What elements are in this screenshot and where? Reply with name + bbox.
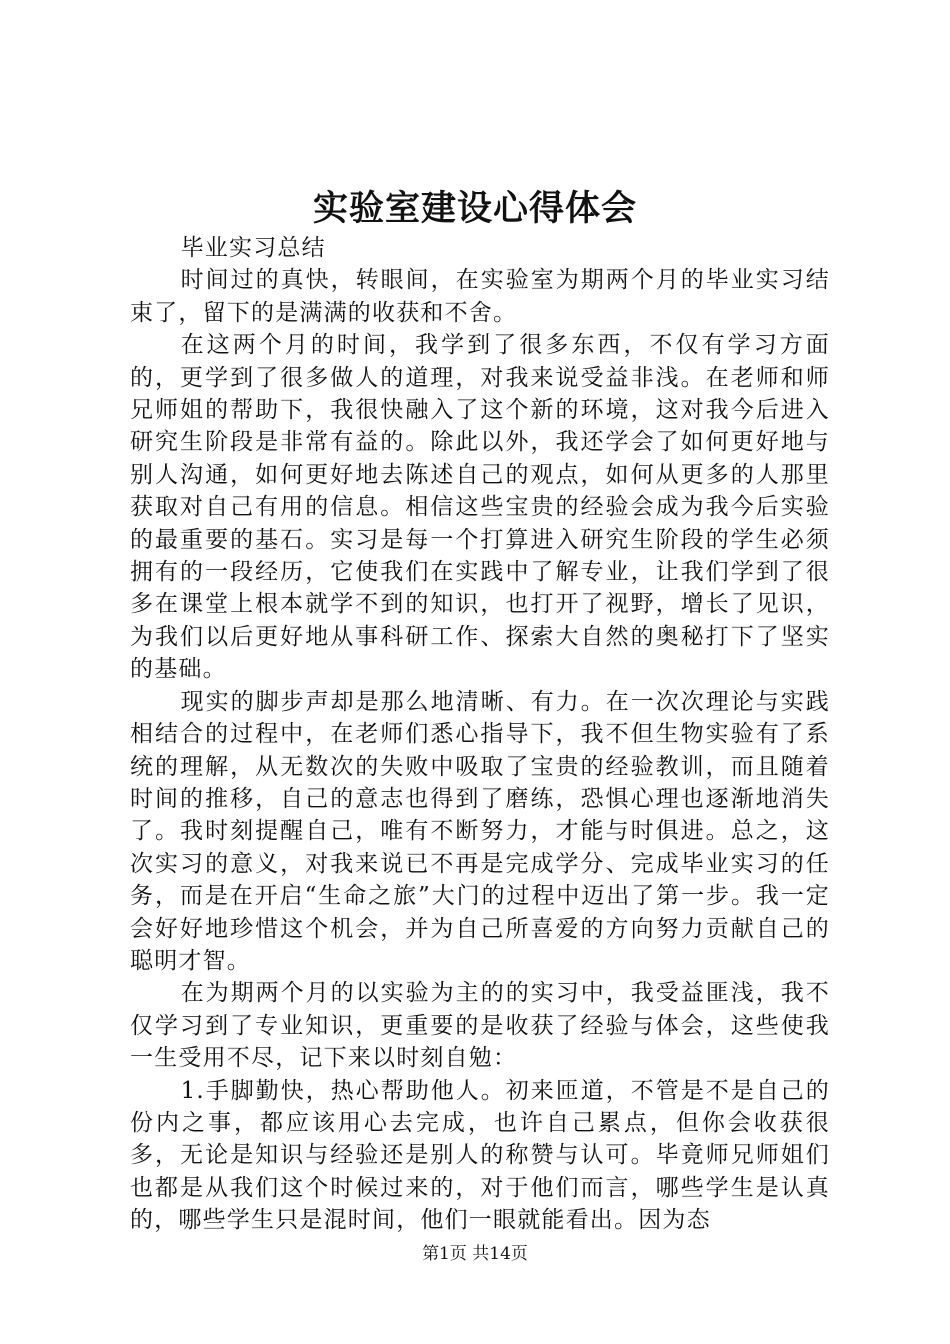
page-title: 实验室建设心得体会 — [312, 189, 637, 229]
section-heading: 毕业实习总结 — [180, 235, 326, 261]
paragraph: 在这两个月的时间，我学到了很多东西，不仅有学习方面的，更学到了很多做人的道理，对我来说受益非浅。在老师和师兄师姐的帮助下，我很快融入了这个新的环境，这对我今后进入研究生阶段是非常有益的。除此以外，我还学会了如何更好地与别人沟通，如何更好地去陈述自己的观点，如何从更多的人那里获取对自己有用的信息。相信这些宝贵的经验会成为我今后实验的最重要的基石。实习是每一个打算进入研究生阶段的学生必须拥有的一段经历，它使我们在实践中了解专业，让我们学到了很多在课堂上根本就学不到的知识，也打开了视野，增长了见识，为我们以后更好地从事科研工作、探索大自然的奥秘打下了坚实的基础。 — [130, 332, 830, 683]
page-footer: 第1页 共14页 — [422, 1244, 528, 1264]
paragraph: 在为期两个月的以实验为主的的实习中，我受益匪浅，我不仅学习到了专业知识，更重要的是收获了经验与体会，这些使我一生受用不尽，记下来以时刻自勉： — [130, 980, 830, 1072]
document-body — [130, 232, 830, 1237]
paragraph: 现实的脚步声却是那么地清晰、有力。在一次次理论与实践相结合的过程中，在老师们悉心指导下，我不但生物实验有了系统的理解，从无数次的失败中吸取了宝贵的经验教训，而且随着时间的推移，自己的意志也得到了磨练，恐惧心理也逐渐地消失了。我时刻提醒自己，唯有不断努力，才能与时俱进。总之，这次实习的意义，对我来说已不再是完成学分、完成毕业实习的任务，而是在开启“生命之旅”大门的过程中迈出了第一步。我一定会好好地珍惜这个机会，并为自己所喜爱的方向努力贡献自己的聪明才智。 — [130, 688, 830, 974]
paragraph: 1.手脚勤快，热心帮助他人。初来匝道，不管是不是自己的份内之事，都应该用心去完成，也许自己累点，但你会收获很多，无论是知识与经验还是别人的称赞与认可。毕竟师兄师姐们也都是从我们这个时候过来的，对于他们而言，哪些学生是认真的，哪些学生只是混时间，他们一眼就能看出。因为态 — [130, 1077, 830, 1234]
paragraph: 时间过的真快，转眼间，在实验室为期两个月的毕业实习结束了，留下的是满满的收获和不舍。 — [130, 267, 830, 326]
